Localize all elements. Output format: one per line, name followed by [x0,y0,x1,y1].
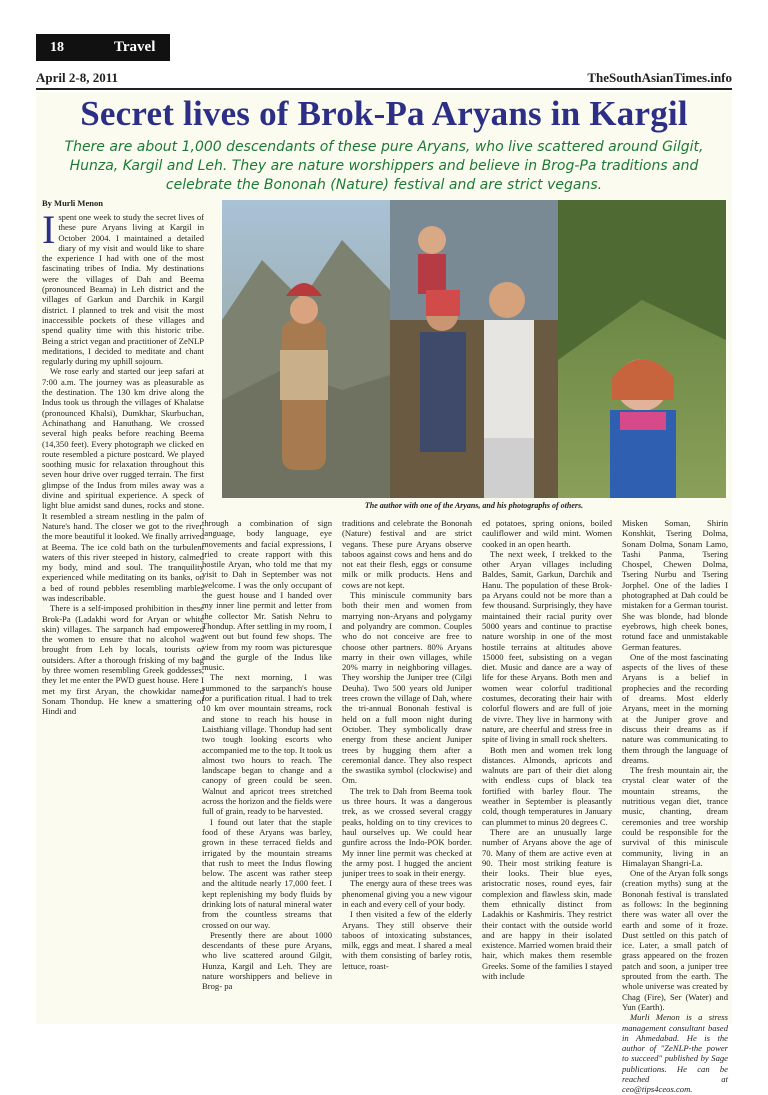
paragraph: The energy aura of these trees was phenomenal giving you a new vigour in each and every cell of your body. [342,878,472,909]
paragraph: One of the most fascinating aspects of the lives of these Aryans is a belief in prophecies and the recording of dreams. Most elderly Aryans, meet in the morning at the Juniper grove and discuss their dreams as if nature was communicating to them through the language of dreams. [622,651,728,765]
paragraph: The trek to Dah from Beema took us three hours. It was a dangerous trek, as we crossed several craggy peaks, holding on to tiny crevices to haul ourselves up. We could hear gunfire across the Indo-POK border. My inner line permit was checked at the army post. I hugged the ancient juniper trees to soak in their energy. [342,785,472,879]
section-name: Travel [114,39,156,55]
paragraph: The fresh mountain air, the crystal clear water of the mountain streams, the nutritious vegan diet, trance music, chanting, dream ceremonies and tree worship could be responsible for the survival of this miniscule community, living in an Himalayan Shangri-La. [622,765,728,868]
paragraph: I then visited a few of the elderly Aryans. They still observe their taboos of intoxicating substances, milk, eggs and meat. I shared a meal with them consisting of barley rotis, lettuce, roast- [342,909,472,971]
column-4 [482,518,612,1022]
article-panel [36,92,732,1095]
paragraph: through a combination of sign language, body language, eye movements and facial expressions, I tried to create rapport with this hostile Aryan, who told me that my visit to Dah in September was not welcome. I was the only occupant of the guest house and I handed over my inner line permit and letter from the collector Mr. Satish Nehru to Thondup. After settling in my room, I went out but found few shops. The view from my room was picturesque and the gurgle of the Indus like music. [202,518,332,673]
author-bio: Murli Menon is a stress management consultant based in Ahmedabad. He is the author of "ZeNLP-the power to succeed" published by Sage publications. He can be reached at ceo@tips4ceos.com. [622,1012,728,1095]
issue-date: April 2-8, 2011 [36,70,118,85]
paragraph: Ispent one week to study the secret lives of these pure Aryans living at Kargil in October 2004. I maintained a detailed diary of my visit and would like to share the experience I had with one of the most fascinating tribes of India. My destinations were the villages of Dah and Beema (pronounced Beama) in Leh district and the villages of Garkun and Darchik in Kargil district. I planned to trek and visit the most inaccessible pockets of these villages and spend quality time with this historic tribe. Being a strict vegan and practitioner of ZeNLP meditations, I decided to meditate and chant regularly during my uphill sojourn. [42,207,204,367]
article-photo [222,200,726,498]
paragraph: Presently there are about 1000 descendants of these pure Aryans, who live scattered around Gilgit, Hunza, Kargil and Leh. They are nature worshippers and believe in Brog- pa [202,929,332,992]
paragraph: There are an unusually large number of Aryans above the age of 70. Many of them are active even at 90. Their most striking feature is their looks. Their blue eyes, aristocratic noses, round eyes, fair complexion and flawless skin, made them ethnically distinct from Ladakhis or Kashmiris. They restrict their contact with the outside world and are happy in their isolated existence. Married women braid their hair, which makes them resemble Greeks. Some of the families I stayed with include [482,826,612,982]
page-number: 18 [50,39,64,55]
drop-cap: I [42,207,56,252]
section-tab [36,34,170,61]
paragraph: There is a self-imposed prohibition in these Brok-Pa (Ladakhi word for Aryan or white skin) villages. The sarpanch had empowered the women to ensure that no alcohol was brought from Leh by locals, tourists or outsiders. After a thorough frisking of my bag by three women resembling Greek goddesses, they let me enter the PWD guest house. Here I met my first Aryan, the chowkidar named Sonam Thondup. He knew a smattering of Hindi and [42,603,204,717]
column-3 [342,518,472,1022]
column-1 [42,207,204,1024]
site-url: TheSouthAsianTimes.info [587,70,732,85]
headline: Secret lives of Brok-Pa Aryans in Kargil [80,94,688,133]
deck: There are about 1,000 descendants of these pure Aryans, who live scattered around Gilgit, Hunza, Kargil and Leh. They are nature worshippers and believe in Brog-Pa traditions and celebrate the Bononah (Nature) festival and are strict vegans. [64,139,704,193]
header-rule [36,88,732,90]
byline: By Murli Menon [42,198,103,208]
paragraph: We rose early and started our jeep safari at 7:00 a.m. The journey was as pleasurable as the destination. The 130 km drive along the Indus took us through the villages of Khalatse (pronounced Khalsi), Dumkhar, Skurbuchan, Achinathang and Hanuthang. We crossed several high peaks before reaching Beema (14,350 feet). Every photograph we clicked en route resembled a picture postcard. We played soothing music for relaxation throughout this seven hour drive over rugged terrain. The first glimpse of the Indus from miles away was a divine and spiritual experience. A speck of light blue amidst sand dunes, rocks and stone. It resembled a stream nestling in the palm of Nature's hand. The closer we got to the river, the more beautiful it looked. We finally arrived at Beema. The ice cold bath on the turbulent waters of this river steeped in history, calmed my body, mind and soul. The tranquility experienced while meditating on its banks, on a bed of round pebbles resembling marbles was indescribable. [42,366,204,603]
paragraph: Both men and women trek long distances. Almonds, apricots and walnuts are part of their diet along with endless cups of black tea fortified with barley flour. The weather in September is pleasantly cold, though temperatures in January can plummet to minus 20 degrees C. [482,744,612,827]
paragraph: The next week, I trekked to the other Aryan villages including Baldes, Samit, Garkun, Darchik and Hanu. The population of these Brok-pa Aryans could not be more than a few thousand. Surprisingly, they have maintained their racial purity over 5000 years and continue to practise nature worship in one of the most hostile terrains at altitudes above 15000 feet, subsisting on a vegan diet. Music and dance are a way of life for these Aryans. Both men and women wear colorful traditional costumes, decorating their hair with colorful flowers and are full of joie de vivre. They live in harmony with nature, are cheerful and stress free in spite of living in small rock shelters. [482,548,612,745]
paragraph: I found out later that the staple food of these Aryans was barley, grown in these terraced fields and irrigated by the mountain streams that rush to meet the Indus flowing below. The ascent was rather steep and the altitude nearly 17,000 feet. I kept replenishing my body fluids by drinking lots of natural mineral water from the countless streams that crossed on our way. [202,816,332,930]
photo-collage-image [222,200,726,498]
paragraph: Misken Soman, Shirin Konshkit, Tsering Dolma, Sonam Dolma, Sonam Lamo, Tashi Panma, Tsering Chospel, Chewen Dolma, Tsering Nurbu and Tsering Jorphel. One of the ladies I photographed at Dah could be mistaken for a German tourist. She was blonde, had blonde eyebrows, high cheek bones, rotund face and unmistakable German features. [622,518,728,652]
paragraph: One of the Aryan folk songs (creation myths) sung at the Bononah festival is translated as follows: In the beginning there was water all over the earth and some of it froze. Dust settled on this patch of ice. Later, a small patch of grass appeared on the frozen patch and soon, a juniper tree sprouted from the earth. The whole universe was created by Chag (Fire), Ser (Water) and Yun (Earth). [622,868,728,1012]
column-2 [202,518,332,1022]
paragraph: traditions and celebrate the Bononah (Nature) festival and are strict vegans. These pure Aryans observe taboos against cows and hens and do not eat their flesh, eggs or consume milk or milk products. Hens and cows are not kept. [342,518,472,590]
paragraph: ed potatoes, spring onions, boiled cauliflower and wild mint. Women cooked in an open hearth. [482,518,612,549]
photo-caption: The author with one of the Aryans, and his photographs of others. [364,501,584,510]
paragraph: This miniscule community bars both their men and women from marrying non-Aryans and polygamy and polyandry are common. Couples who do not conceive are free to choose other partners. 80% Aryans marry in their own villages, while 20% marry in neighboring villages. They worship the Juniper tree (Cilgi Deuha). Two 500 years old Juniper trees crown the village of Dah, where the tri-annual Bononah festival is held on a full moon night during October. They symbolically draw energy from these ancient Juniper trees by hugging them after a ceremonial dance. They also respect the swastika symbol (clockwise) and Om. [342,590,472,786]
paragraph: The next morning, I was summoned to the sarpanch's house for a purification ritual. I had to trek 10 km over mountain streams, rock and stone to reach his house in Laisthiang village. Thondup had sent two tough looking escorts who accompanied me to the top. It took us almost two hours to reach. The landscape began to change and a canopy of green could be seen. Walnut and apricot trees stretched across the horizon and the fields were full of grain, ready to be harvested. [202,672,332,817]
column-5 [622,518,728,1095]
